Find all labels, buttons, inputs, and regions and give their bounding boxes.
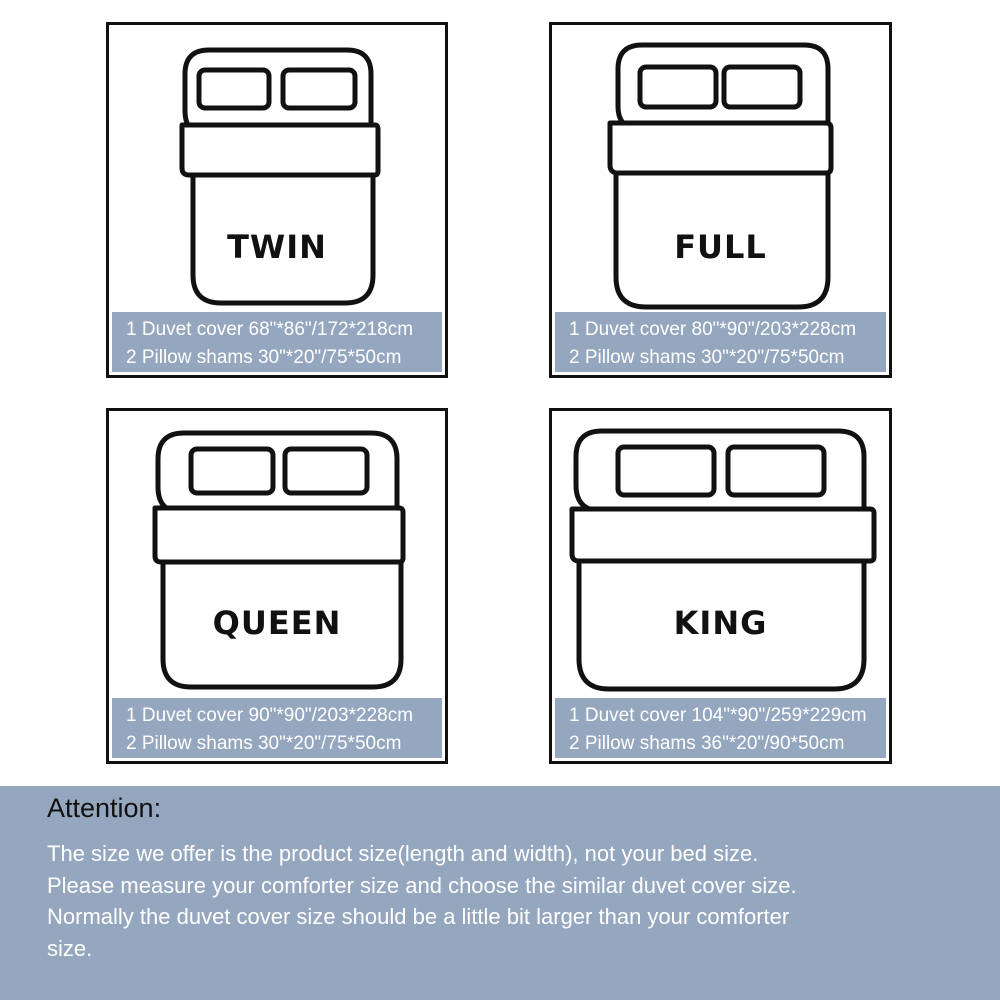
duvet-spec-full: 1 Duvet cover 80"*90"/203*228cm — [569, 319, 857, 340]
attention-banner — [0, 786, 1000, 1000]
sham-spec-queen: 2 Pillow shams 30"*20"/75*50cm — [126, 733, 402, 754]
size-name-full: FULL — [674, 228, 767, 266]
size-name-king: KING — [673, 604, 768, 642]
duvet-spec-king: 1 Duvet cover 104"*90"/259*229cm — [569, 705, 867, 726]
size-panel-queen — [106, 408, 448, 764]
size-panel-full — [549, 22, 892, 378]
caption-full — [555, 312, 886, 372]
sham-spec-king: 2 Pillow shams 36"*20"/90*50cm — [569, 733, 845, 754]
caption-twin — [112, 312, 442, 372]
queen-bed-icon — [109, 411, 445, 701]
attention-title: Attention: — [47, 793, 162, 823]
sham-spec-full: 2 Pillow shams 30"*20"/75*50cm — [569, 347, 845, 368]
size-panel-king — [549, 408, 892, 764]
twin-bed-icon — [109, 25, 445, 315]
attention-line: size. — [47, 935, 93, 961]
full-bed-icon — [552, 25, 889, 315]
size-name-queen: QUEEN — [212, 604, 342, 642]
attention-body — [47, 838, 967, 964]
size-name-twin: TWIN — [227, 228, 327, 266]
attention-line: The size we offer is the product size(length and width), not your bed size. — [47, 841, 759, 866]
caption-king — [555, 698, 886, 758]
attention-line: Please measure your comforter size and choose the similar duvet cover size. — [47, 872, 797, 898]
attention-line: Normally the duvet cover size should be a little bit larger than your comforter — [47, 904, 790, 929]
duvet-spec-twin: 1 Duvet cover 68"*86"/172*218cm — [126, 319, 414, 340]
size-panel-twin — [106, 22, 448, 378]
sham-spec-twin: 2 Pillow shams 30"*20"/75*50cm — [126, 347, 402, 368]
caption-queen — [112, 698, 442, 758]
duvet-spec-queen: 1 Duvet cover 90"*90"/203*228cm — [126, 705, 414, 726]
king-bed-icon — [552, 411, 889, 701]
